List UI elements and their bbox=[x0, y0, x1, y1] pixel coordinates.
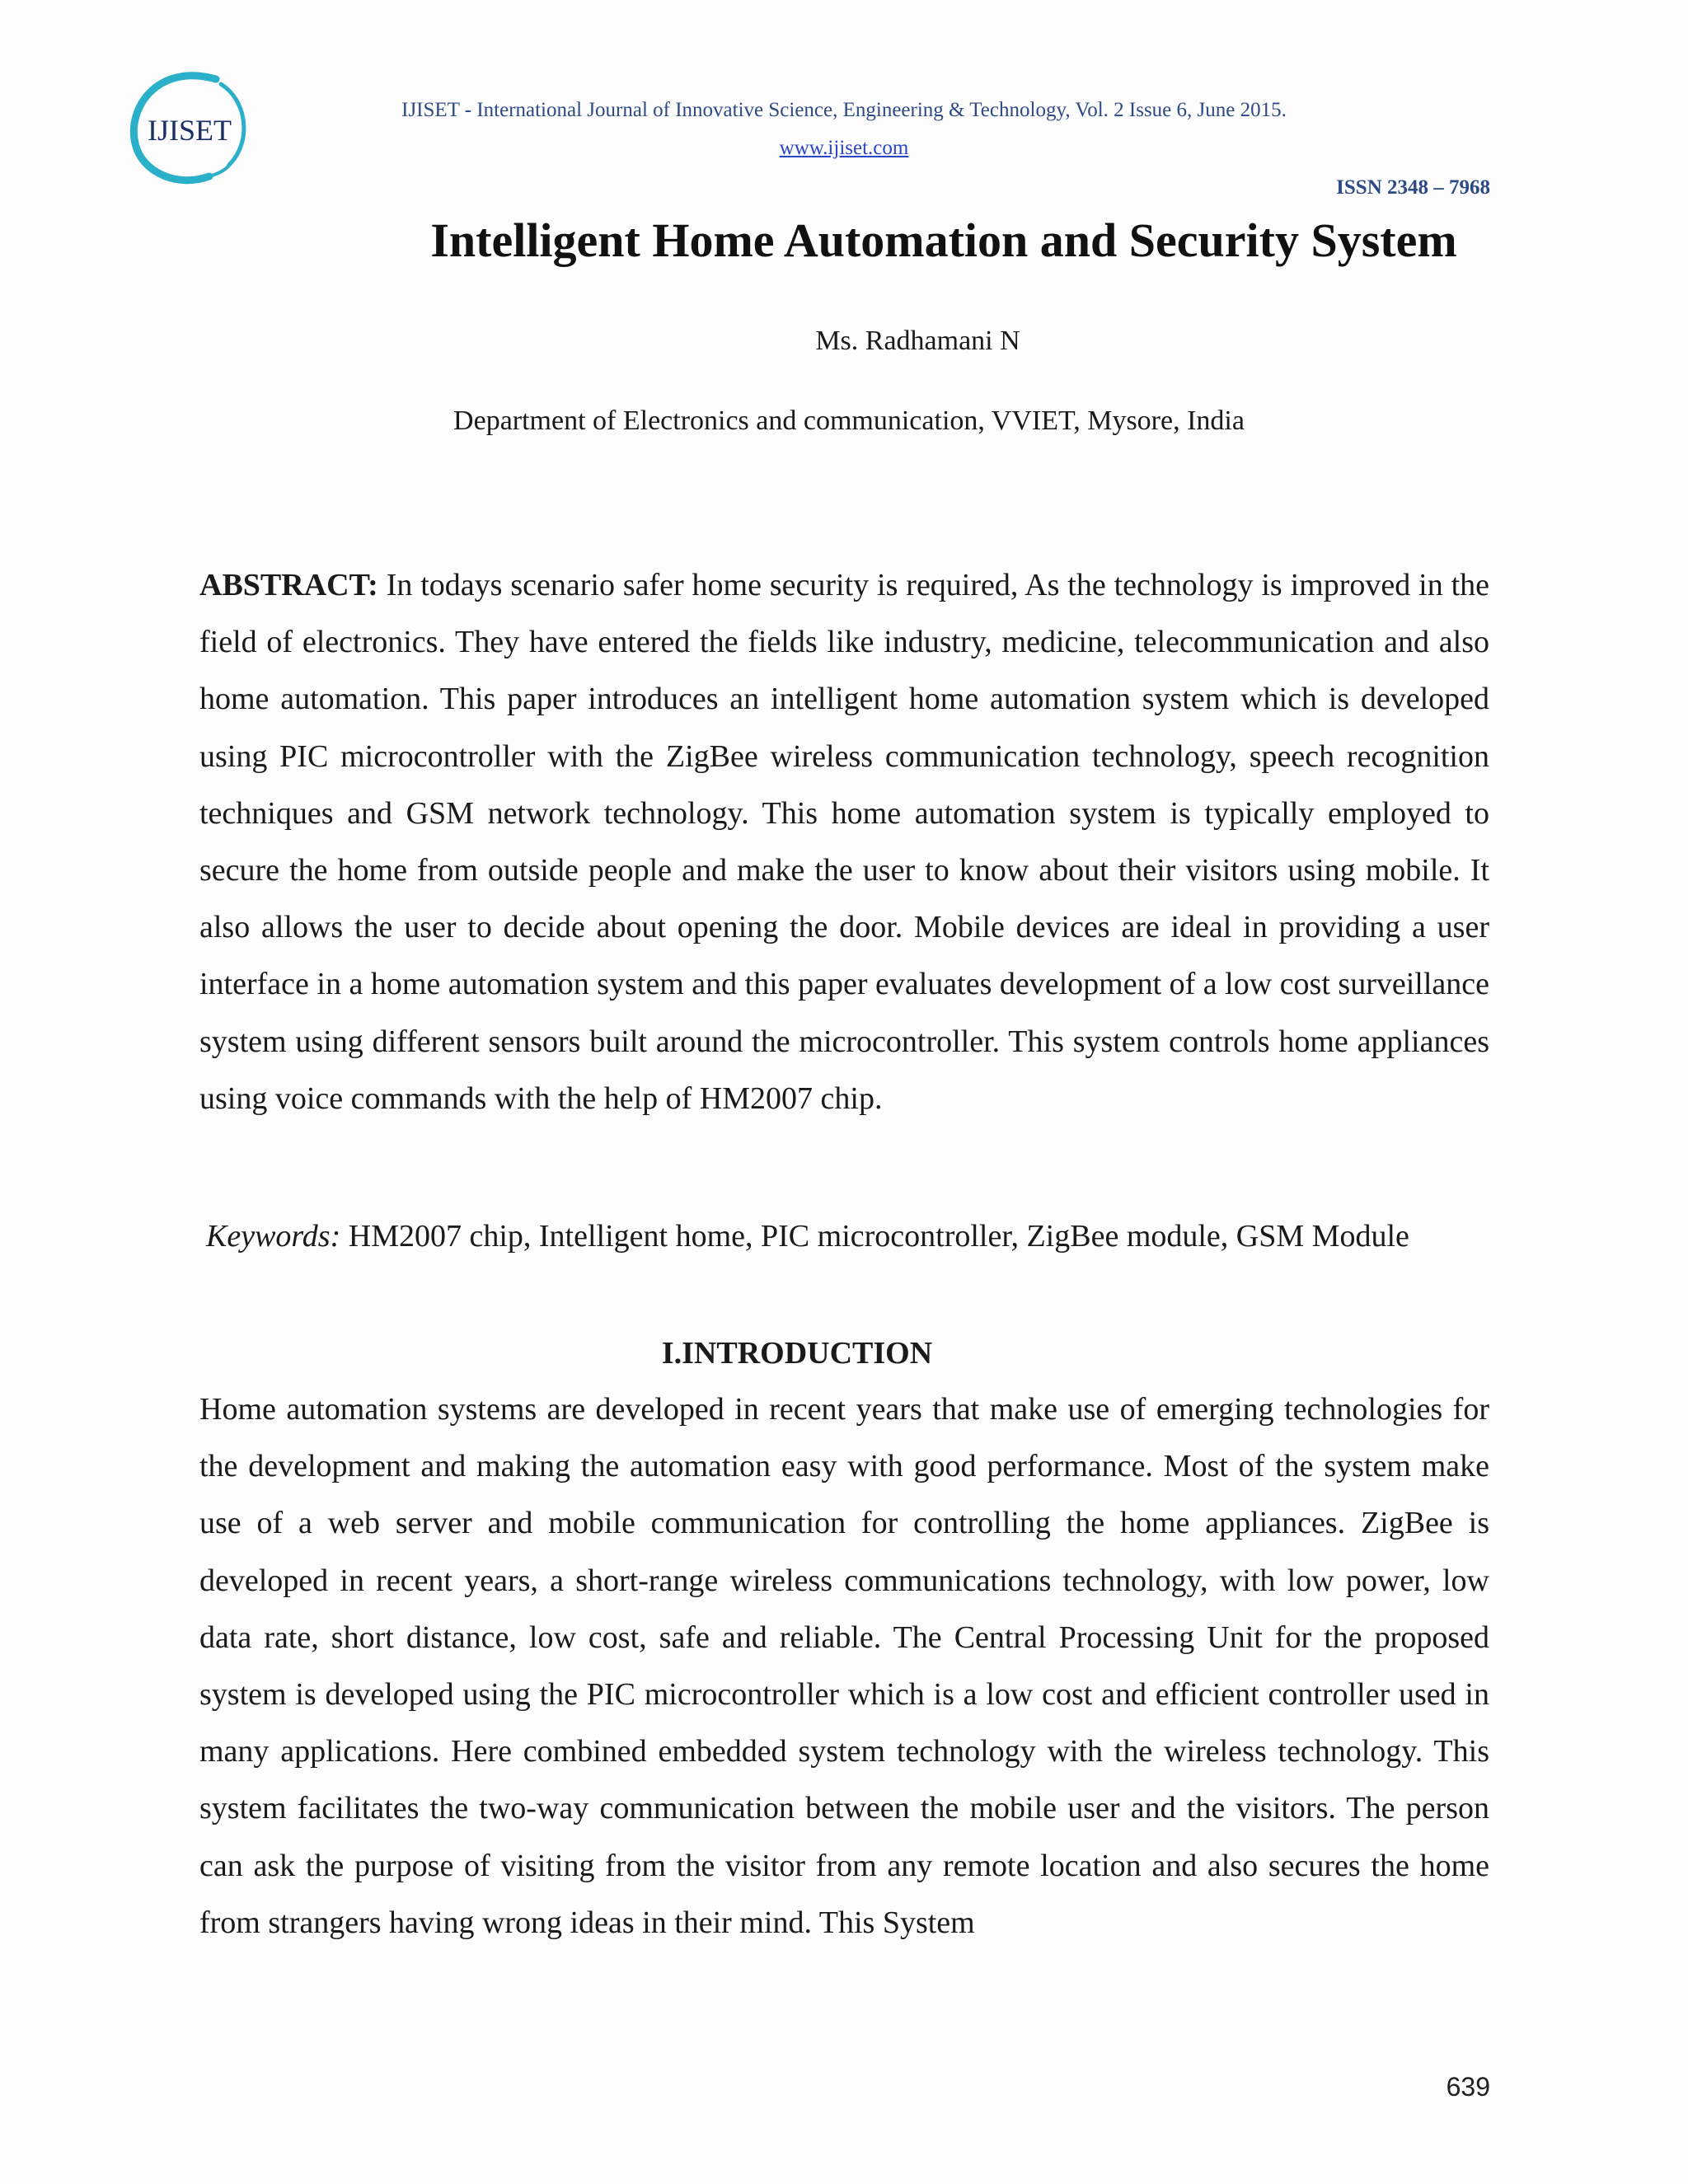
keywords-text: HM2007 chip, Intelligent home, PIC microcontroller, ZigBee module, GSM Module bbox=[348, 1219, 1409, 1254]
page-number: 639 bbox=[1446, 2072, 1490, 2102]
introduction-paragraph: Home automation systems are developed in recent years that make use of emerging technologies for the development and making the automation easy with good performance. Most of the system make use of a web server and mobile communication for controlling the home appliances. ZigBee is developed in recent years, a short-range wireless communications technology, with low power, low data rate, short distance, low cost, safe and reliable. The Central Processing Unit for the proposed system is developed using the PIC microcontroller which is a low cost and efficient controller used in many applications. Here combined embedded system technology with the wireless technology. This system facilitates the two-way communication between the mobile user and the visitors. The person can ask the purpose of visiting from the visitor from any remote location and also secures the home from strangers having wrong ideas in their mind. This System bbox=[199, 1392, 1489, 1940]
abstract-text: In todays scenario safer home security is required, As the technology is improved in the field of electronics. They have entered the fields like industry, medicine, telecommunication and also home automation. This paper introduces an intelligent home automation system which is developed using PIC microcontroller with the ZigBee wireless communication technology, speech recognition techniques and GSM network technology. This home automation system is typically employed to secure the home from outside people and make the user to know about their visitors using mobile. It also allows the user to decide about opening the door. Mobile devices are ideal in providing a user interface in a home automation system and this paper evaluates development of a low cost surveillance system using different sensors built around the microcontroller. This system controls home appliances using voice commands with the help of HM2007 chip. bbox=[199, 568, 1490, 1116]
author-affiliation: Department of Electronics and communication, VVIET, Mysore, India bbox=[453, 405, 1245, 436]
website-link[interactable]: www.ijiset.com bbox=[779, 137, 909, 159]
author-name: Ms. Radhamani N bbox=[815, 326, 1020, 356]
journal-citation: IJISET - International Journal of Innovative Science, Engineering & Technology, Vol. 2 Issue 6, June 2015. bbox=[401, 99, 1287, 121]
keywords-line bbox=[206, 1218, 1525, 1254]
abstract-label: ABSTRACT: bbox=[199, 568, 378, 602]
introduction-heading: I.INTRODUCTION bbox=[661, 1336, 933, 1371]
issn-number: ISSN 2348 – 7968 bbox=[1336, 176, 1490, 199]
keywords-label: Keywords: bbox=[206, 1219, 341, 1254]
ijiset-logo bbox=[124, 68, 256, 191]
paper-title: Intelligent Home Automation and Security System bbox=[430, 213, 1457, 267]
abstract-paragraph bbox=[199, 557, 1489, 1127]
logo-text: IJISET bbox=[148, 114, 232, 147]
journal-website bbox=[0, 137, 1688, 160]
